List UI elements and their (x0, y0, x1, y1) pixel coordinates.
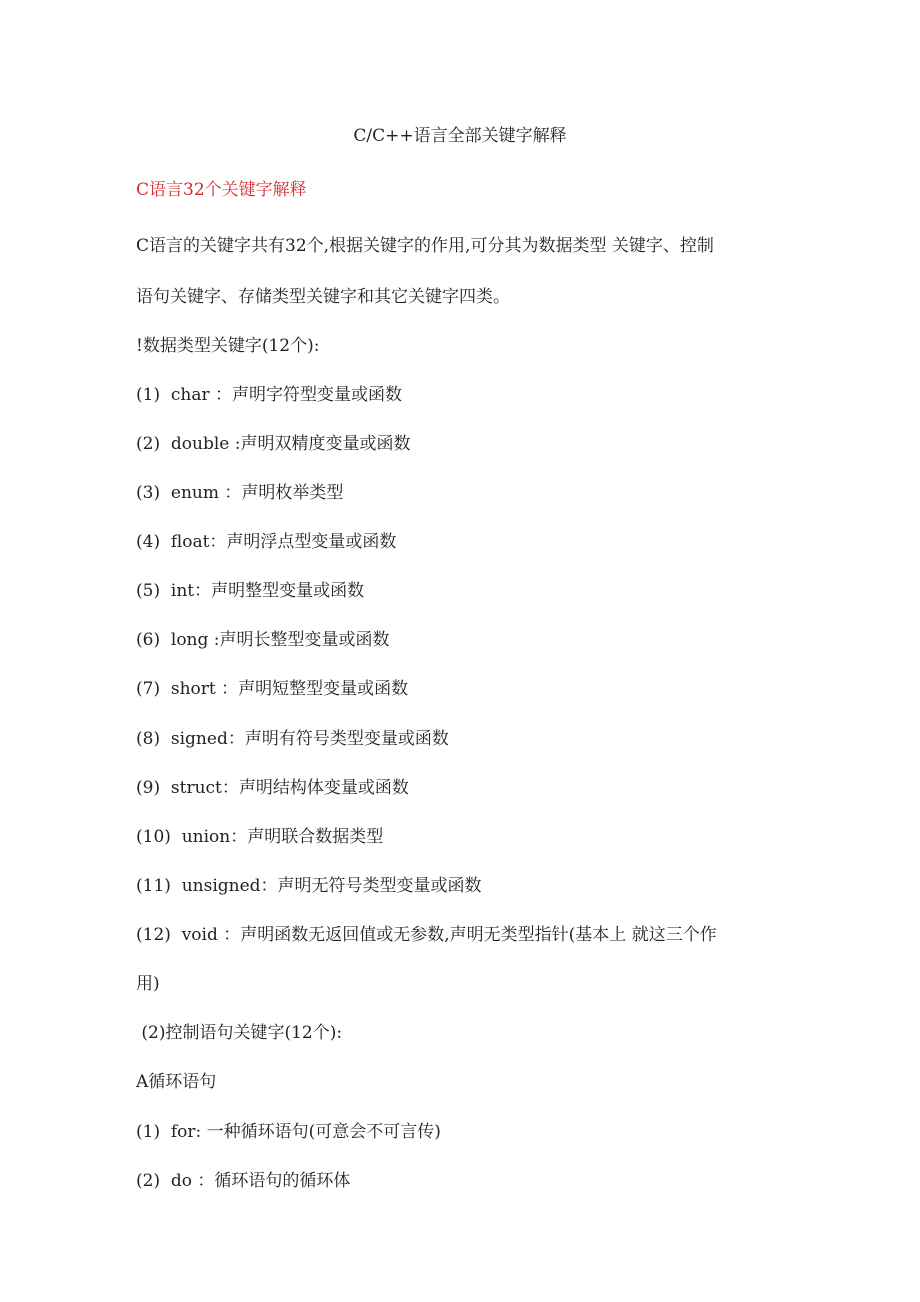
keyword-item: (10) union：声明联合数据类型 (136, 827, 384, 847)
paragraph-line: 语句关键字、存储类型关键字和其它关键字四类。 (136, 287, 510, 307)
document-title: C/C++语言全部关键字解释 (353, 126, 567, 146)
paragraph-line: C语言的关键字共有32个,根据关键字的作用,可分其为数据类型 关键字、控制 (136, 236, 714, 256)
keyword-item: (5) int：声明整型变量或函数 (136, 581, 365, 601)
keyword-item: (3) enum ：声明枚举类型 (136, 483, 344, 503)
keyword-item: (12) void ：声明函数无返回值或无参数,声明无类型指针(基本上 就这三个作 (136, 925, 717, 945)
keyword-item: (8) signed：声明有符号类型变量或函数 (136, 729, 449, 749)
subheading-control-keywords: (2)控制语句关键字(12个): (136, 1023, 343, 1043)
keyword-item: (4) float：声明浮点型变量或函数 (136, 532, 397, 552)
keyword-item: (7) short ：声明短整型变量或函数 (136, 679, 409, 699)
keyword-item: (9) struct：声明结构体变量或函数 (136, 778, 409, 798)
subheading-data-type-keywords: !数据类型关键字(12个): (136, 336, 320, 356)
subheading-loop-statements: A循环语句 (136, 1072, 217, 1092)
keyword-item: (6) long :声明长整型变量或函数 (136, 630, 390, 650)
keyword-item: (1) char ：声明字符型变量或函数 (136, 385, 403, 405)
keyword-item: (11) unsigned：声明无符号类型变量或函数 (136, 876, 482, 896)
section-title: C语言32个关键字解释 (136, 180, 307, 200)
keyword-item: (1) for: 一种循环语句(可意会不可言传) (136, 1122, 441, 1142)
keyword-item: (2) do ：循环语句的循环体 (136, 1171, 351, 1191)
keyword-item: (2) double :声明双精度变量或函数 (136, 434, 411, 454)
keyword-item-continuation: 用) (136, 974, 160, 994)
